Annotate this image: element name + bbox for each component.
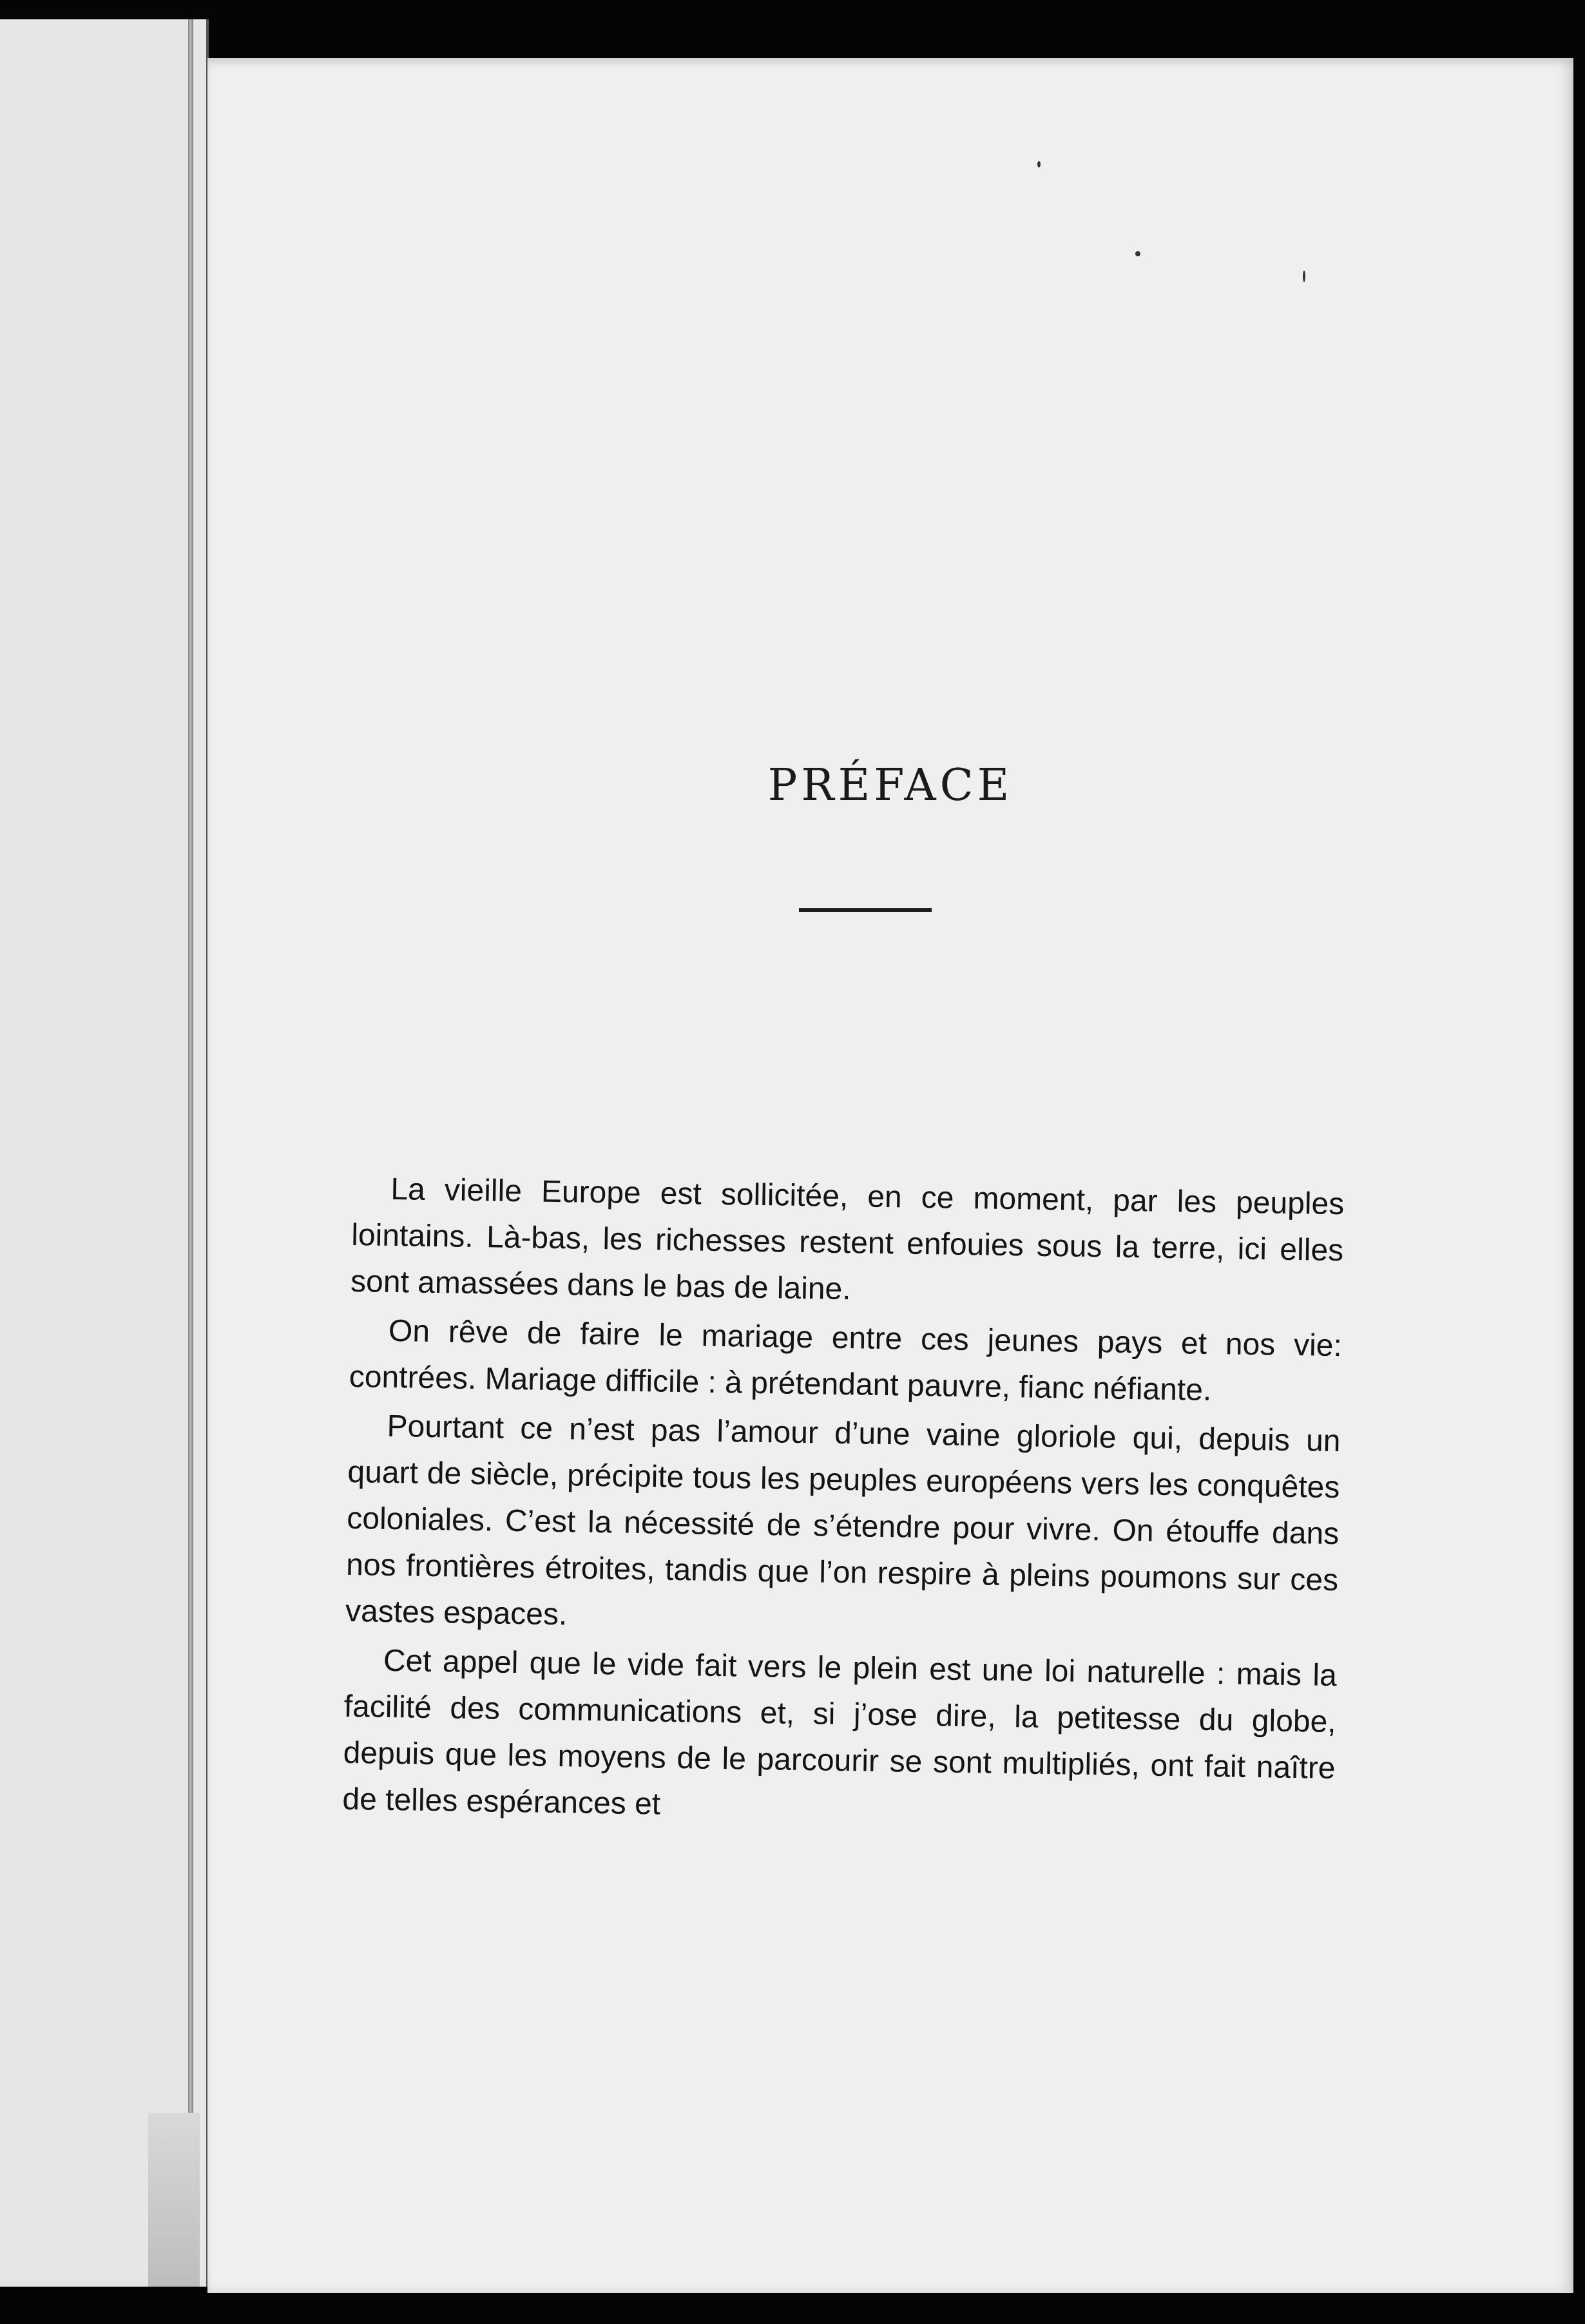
paragraph: Cet appel que le vide fait vers le plein est une loi naturelle : mais la facilité des communications et, si j’ose dire, la petitesse du globe, depuis que les moyens de le parcourir se sont multipliés, ont fait naître de telles espérances et <box>342 1643 1338 1822</box>
binding-shadow <box>148 2113 200 2287</box>
book-page <box>207 58 1573 2293</box>
paper-speck <box>1303 271 1305 282</box>
book-spine-fold <box>188 19 193 2287</box>
paragraph: La vieille Europe est sollicitée, en ce moment, par les peuples lointains. Là-bas, les richesses restent enfouies sous la terre, ici elles sont amassées dans le bas de laine. <box>350 1172 1345 1307</box>
page-title: PRÉFACE <box>767 760 1013 811</box>
paragraph: Pourtant ce n’est pas l’amour d’une vaine gloriole qui, depuis un quart de siècle, précipite tous les peuples européens vers les conquêtes coloniales. C’est la nécessité de s’étendre pour vivre. On étouffe dans nos frontières étroites, tandis que l’on respire à pleins poumons sur ces vastes espaces. <box>345 1409 1341 1632</box>
paper-speck <box>1037 161 1041 167</box>
title-divider-rule <box>799 908 932 912</box>
paper-speck <box>1135 251 1140 256</box>
facing-page-edge <box>0 19 209 2287</box>
body-text <box>342 1166 1345 1841</box>
paragraph: On rêve de faire le mariage entre ces jeunes pays et nos vie: contrées. Mariage difficile : à prétendant pauvre, fianc néfiante. <box>349 1313 1343 1407</box>
